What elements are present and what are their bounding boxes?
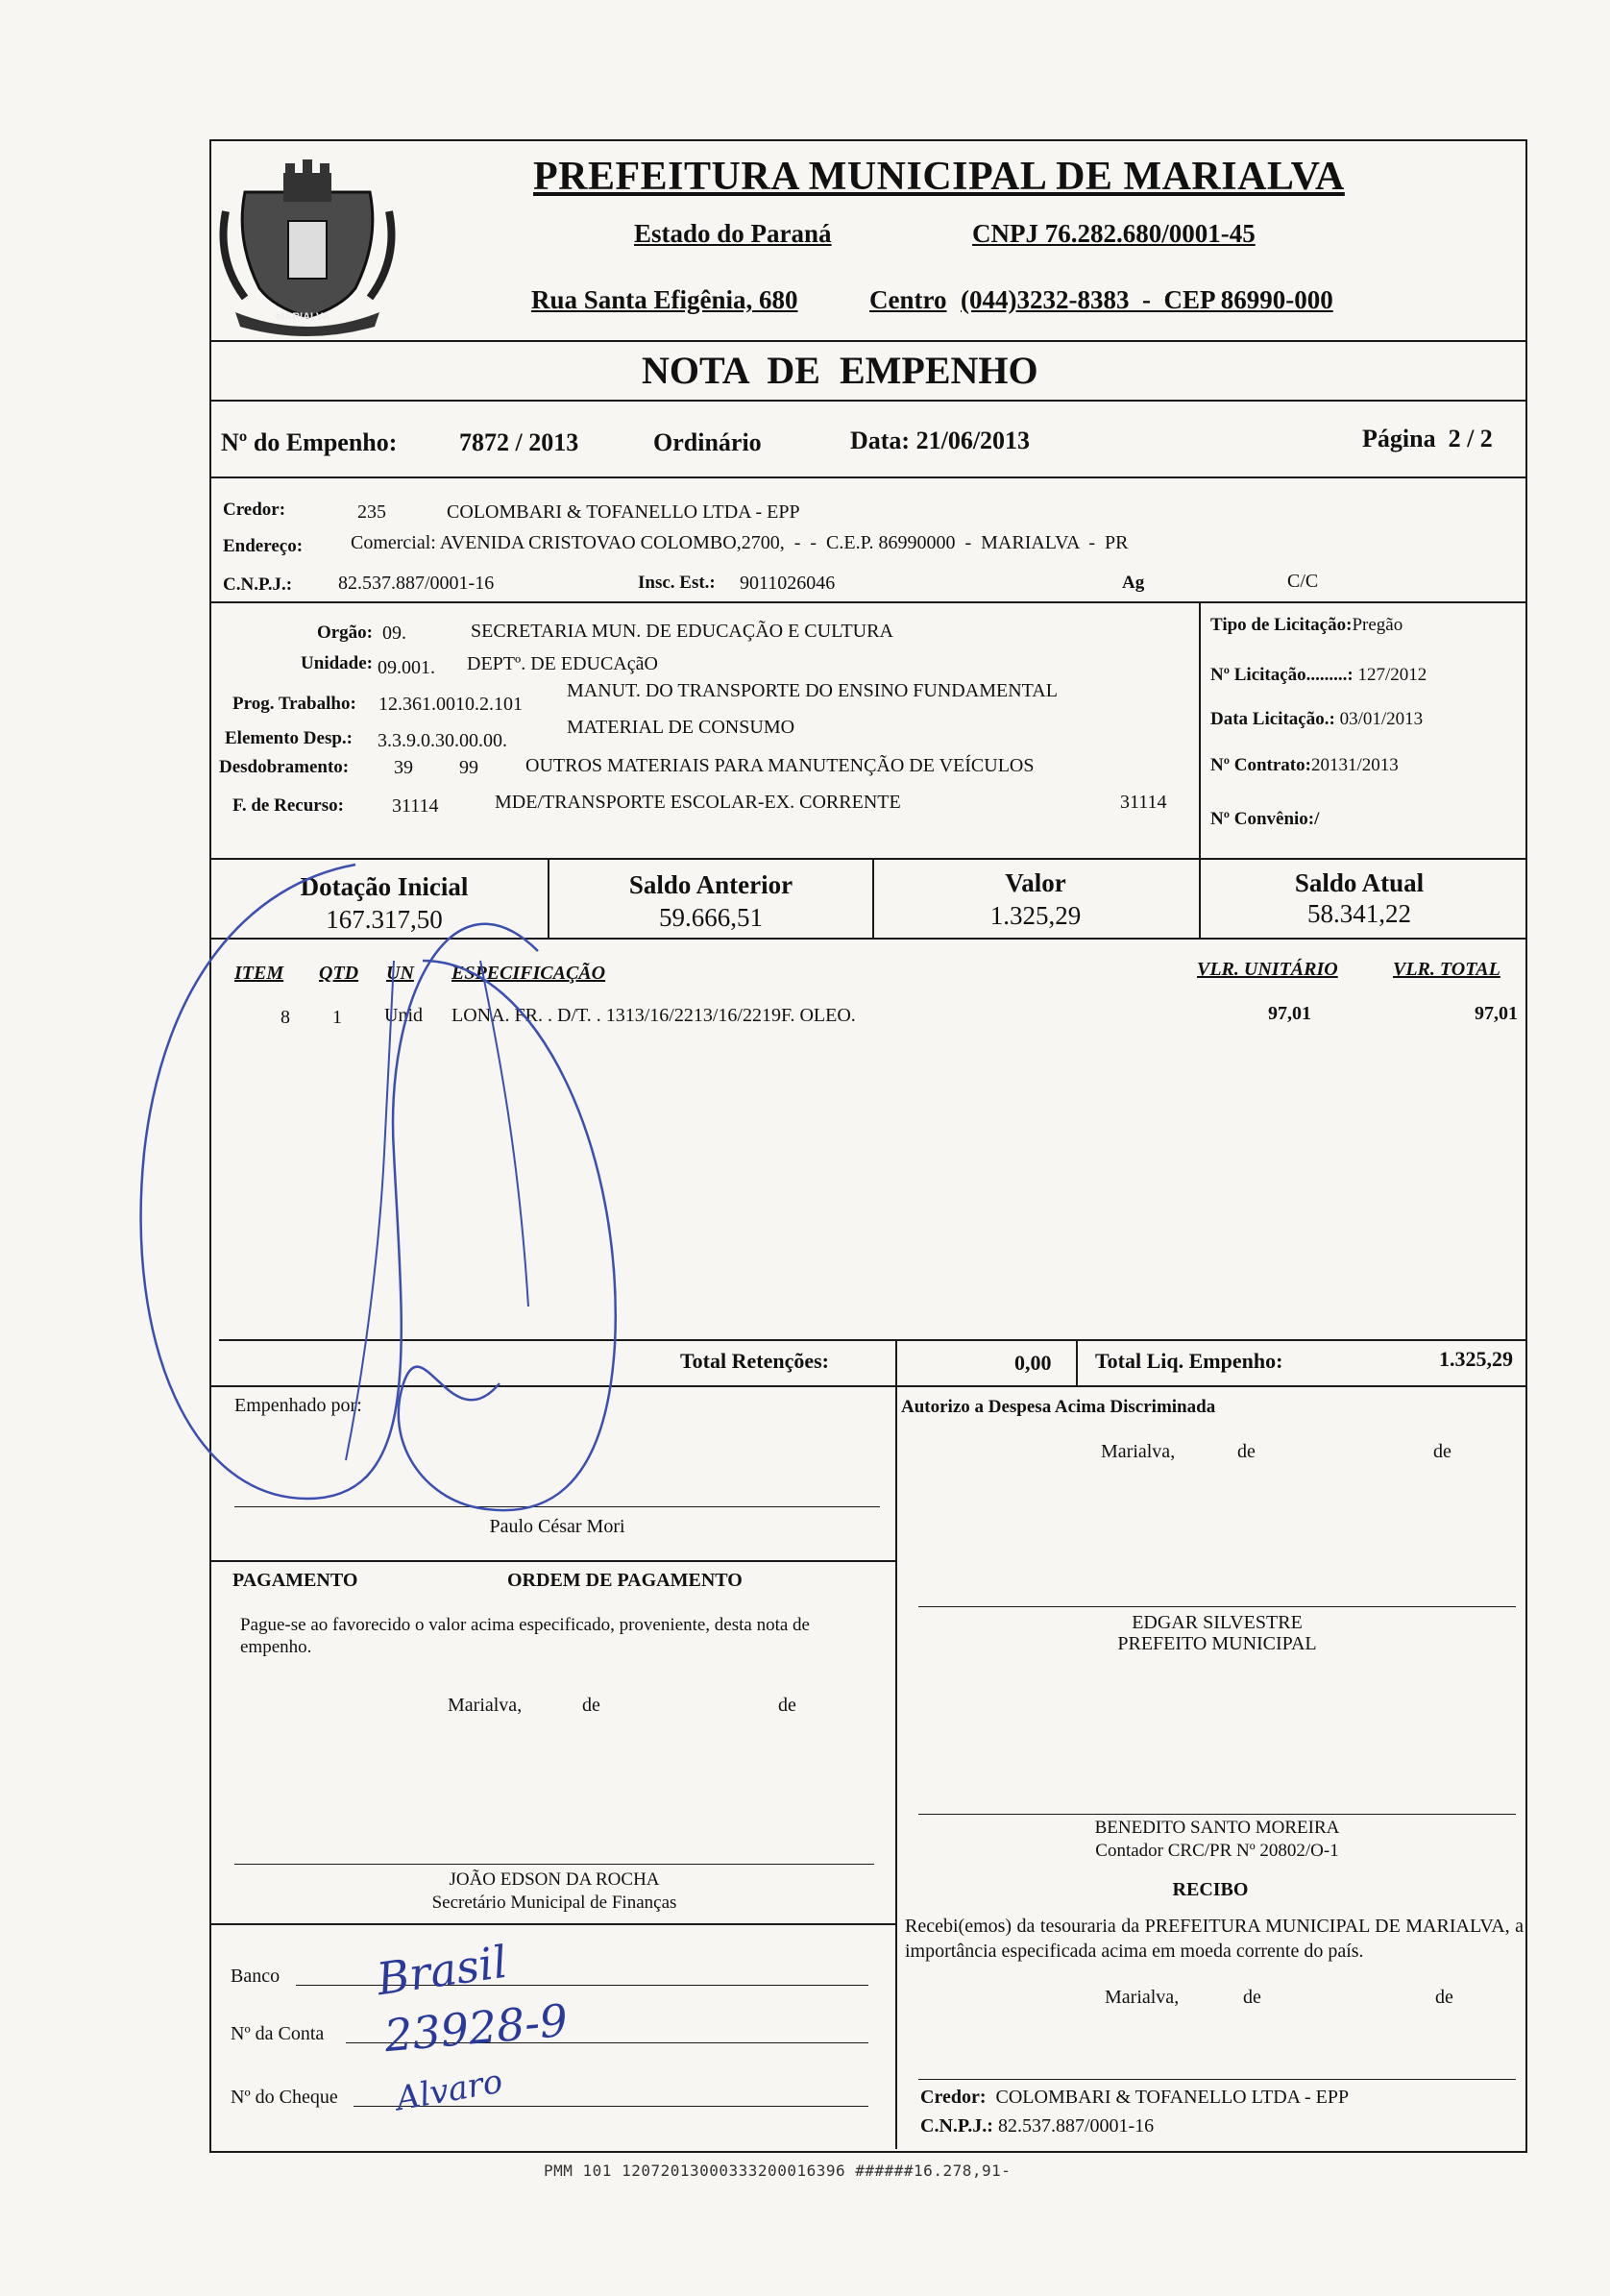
recibo-cnpj [920,2115,1154,2137]
cheque-handwritten: Alvaro [393,2062,506,2119]
recibo-label: RECIBO [1172,1879,1249,1900]
banco-label: Banco [231,1966,281,1987]
data-licitacao [1210,709,1423,730]
unidade-name: DEPTº. DE EDUCAçãO [467,653,658,674]
total-retencoes-value: 0,00 [1014,1351,1052,1375]
fonte-code: 31114 [392,795,439,817]
elemento-code: 3.3.9.0.30.00.00. [378,730,507,751]
empenho-date: Data: 21/06/2013 [850,427,1031,454]
num-licitacao-label: Nº Licitação.........: [1210,665,1354,685]
prog-label: Prog. Trabalho: [232,694,356,714]
saldo-atual-value: 58.341,22 [1307,899,1411,928]
saldo-anterior-label: Saldo Anterior [628,870,793,899]
credor-label: Credor: [223,500,286,520]
data-licitacao-label: Data Licitação.: [1210,709,1335,729]
desdobramento-name: OUTROS MATERIAIS PARA MANUTENÇÃO DE VEÍCULOS [525,755,1035,776]
pagamento-label: PAGAMENTO [232,1570,358,1591]
page-title: PREFEITURA MUNICIPAL DE MARIALVA [533,155,1345,199]
footer-code: PMM 101 12072013000333200016396 ######16.278,91- [544,2162,1012,2180]
col-unit: VLR. UNITÁRIO [1197,959,1338,980]
valor-label: Valor [1005,868,1066,897]
recibo-cnpj-label: C.N.P.J.: [920,2115,993,2137]
contrato-value: 20131/2013 [1310,755,1399,775]
empenho-number-label: Nº do Empenho: [221,428,398,456]
unidade-label: Unidade: [301,653,373,673]
tipo-licitacao-value: Pregão [1352,615,1403,635]
num-licitacao-value: 127/2012 [1357,665,1427,685]
valor-value: 1.325,29 [989,901,1082,930]
recibo-cnpj-value: 82.537.887/0001-16 [997,2115,1155,2137]
total-liq-label: Total Liq. Empenho: [1095,1349,1283,1373]
credor-name: COLOMBARI & TOFANELLO LTDA - EPP [447,501,800,523]
street-text: Rua Santa Efigênia, 680 [531,285,798,314]
unidade-code: 09.001. [378,657,435,678]
num-licitacao [1210,665,1427,686]
saldo-atual-label: Saldo Atual [1294,868,1425,897]
seal-label: MARIALVA [276,311,330,323]
convenio-label: Nº Convênio:/ [1210,809,1320,829]
recibo-credor-value: COLOMBARI & TOFANELLO LTDA - EPP [995,2087,1350,2108]
data-licitacao-value: 03/01/2013 [1339,709,1424,729]
recibo-place: Marialva, [1105,1987,1180,2008]
item-qtd: 1 [332,1007,342,1028]
state-text: Estado do Paraná [634,219,832,248]
tipo-licitacao-label-text: Tipo de Licitação: [1210,615,1353,635]
ag-label: Ag [1122,573,1145,593]
desdobramento-label: Desdobramento: [219,757,350,777]
empenhado-label: Empenhado por: [234,1395,362,1416]
contador-title: Contador CRC/PR Nº 20802/O-1 [1095,1841,1339,1861]
cc-label: C/C [1287,571,1319,592]
desdobramento-code1: 39 [394,757,413,778]
prog-name: MANUT. DO TRANSPORTE DO ENSINO FUNDAMENTAL [567,680,1058,701]
ordem-pagamento-label: ORDEM DE PAGAMENTO [507,1570,743,1591]
recibo-text: Recebi(emos) da tesouraria da PREFEITURA MUNICIPAL DE MARIALVA, a importância especificada acima em moeda corrente do país. [905,1916,1524,1962]
fonte-name: MDE/TRANSPORTE ESCOLAR-EX. CORRENTE [495,792,901,813]
autorizo-de1: de [1237,1441,1256,1462]
page-number: Página 2 / 2 [1362,425,1493,452]
contrato [1210,755,1399,776]
orgao-label: Orgão: [316,623,373,643]
conta-label: Nº da Conta [231,2023,325,2044]
col-qtd: QTD [319,963,359,984]
recibo-de1: de [1243,1987,1261,2008]
cnpj-value: 82.537.887/0001-16 [338,573,495,594]
total-liq-value: 1.325,29 [1439,1347,1513,1371]
fonte-code2: 31114 [1120,792,1167,813]
autorizo-place: Marialva, [1101,1441,1176,1462]
doc-title: NOTA DE EMPENHO [642,349,1038,392]
contador-name: BENEDITO SANTO MOREIRA [1094,1818,1340,1838]
autorizo-label: Autorizo a Despesa Acima Discriminada [901,1397,1216,1417]
recibo-credor-label: Credor: [920,2087,987,2108]
desdobramento-code2: 99 [459,757,478,778]
insc-value: 9011026046 [740,573,836,594]
banco-handwritten: Brasil [373,1935,511,2006]
conta-handwritten: 23928-9 [382,1993,571,2063]
contrato-label: Nº Contrato: [1210,755,1311,775]
item-spec: LONA. FR. . D/T. . 1313/16/2213/16/2219F. OLEO. [451,1005,856,1026]
prog-code: 12.361.0010.2.101 [378,694,523,715]
empenho-number: 7872 / 2013 [459,428,579,456]
endereco-label: Endereço: [223,536,304,556]
col-item: ITEM [234,963,284,984]
recibo-de2: de [1435,1987,1453,2008]
pagamento-de2: de [778,1695,796,1716]
cheque-label: Nº do Cheque [231,2087,338,2108]
endereco-value: Comercial: AVENIDA CRISTOVAO COLOMBO,2700, - - C.E.P. 86990000 - MARIALVA - PR [351,532,1129,553]
elemento-name: MATERIAL DE CONSUMO [567,717,795,738]
total-retencoes-label: Total Retenções: [680,1349,829,1373]
secretario-name: JOÃO EDSON DA ROCHA [449,1869,660,1890]
orgao-code: 09. [382,623,406,644]
item-unit-value: 97,01 [1268,1003,1311,1024]
autorizo-de2: de [1433,1441,1451,1462]
saldo-anterior-value: 59.666,51 [659,903,763,932]
empenho-type: Ordinário [653,428,762,456]
tipo-licitacao-label [1210,615,1403,636]
insc-label: Insc. Est.: [638,573,716,593]
phone-cep-text: (044)3232-8383 - CEP 86990-000 [961,285,1333,314]
cnpj-label: C.N.P.J.: [223,574,293,595]
coat-of-arms-icon [216,154,399,341]
pagamento-text: Pague-se ao favorecido o valor acima especificado, proveniente, desta nota de empenho. [240,1615,810,1657]
pagamento-de1: de [582,1695,600,1716]
item-un: Unid [384,1005,423,1026]
col-un: UN [386,963,414,984]
col-spec: ESPECIFICAÇÃO [451,963,606,984]
elemento-label: Elemento Desp.: [225,728,353,748]
orgao-name: SECRETARIA MUN. DE EDUCAÇÃO E CULTURA [471,621,893,642]
district-text: Centro [869,285,947,314]
cnpj-text: CNPJ 76.282.680/0001-45 [972,219,1256,248]
secretario-title: Secretário Municipal de Finanças [431,1893,677,1913]
item-total-value: 97,01 [1475,1003,1518,1024]
recibo-credor [920,2087,1349,2109]
prefeito-title: PREFEITO MUNICIPAL [1117,1633,1317,1654]
item-number: 8 [281,1007,290,1028]
fonte-label: F. de Recurso: [232,795,344,816]
pagamento-place: Marialva, [448,1695,523,1716]
prefeito-name: EDGAR SILVESTRE [1132,1612,1303,1633]
dotacao-label: Dotação Inicial [300,872,469,901]
credor-code: 235 [357,501,386,523]
dotacao-value: 167.317,50 [326,905,443,934]
col-total: VLR. TOTAL [1393,959,1500,980]
empenhado-name: Paulo César Mori [489,1516,625,1537]
